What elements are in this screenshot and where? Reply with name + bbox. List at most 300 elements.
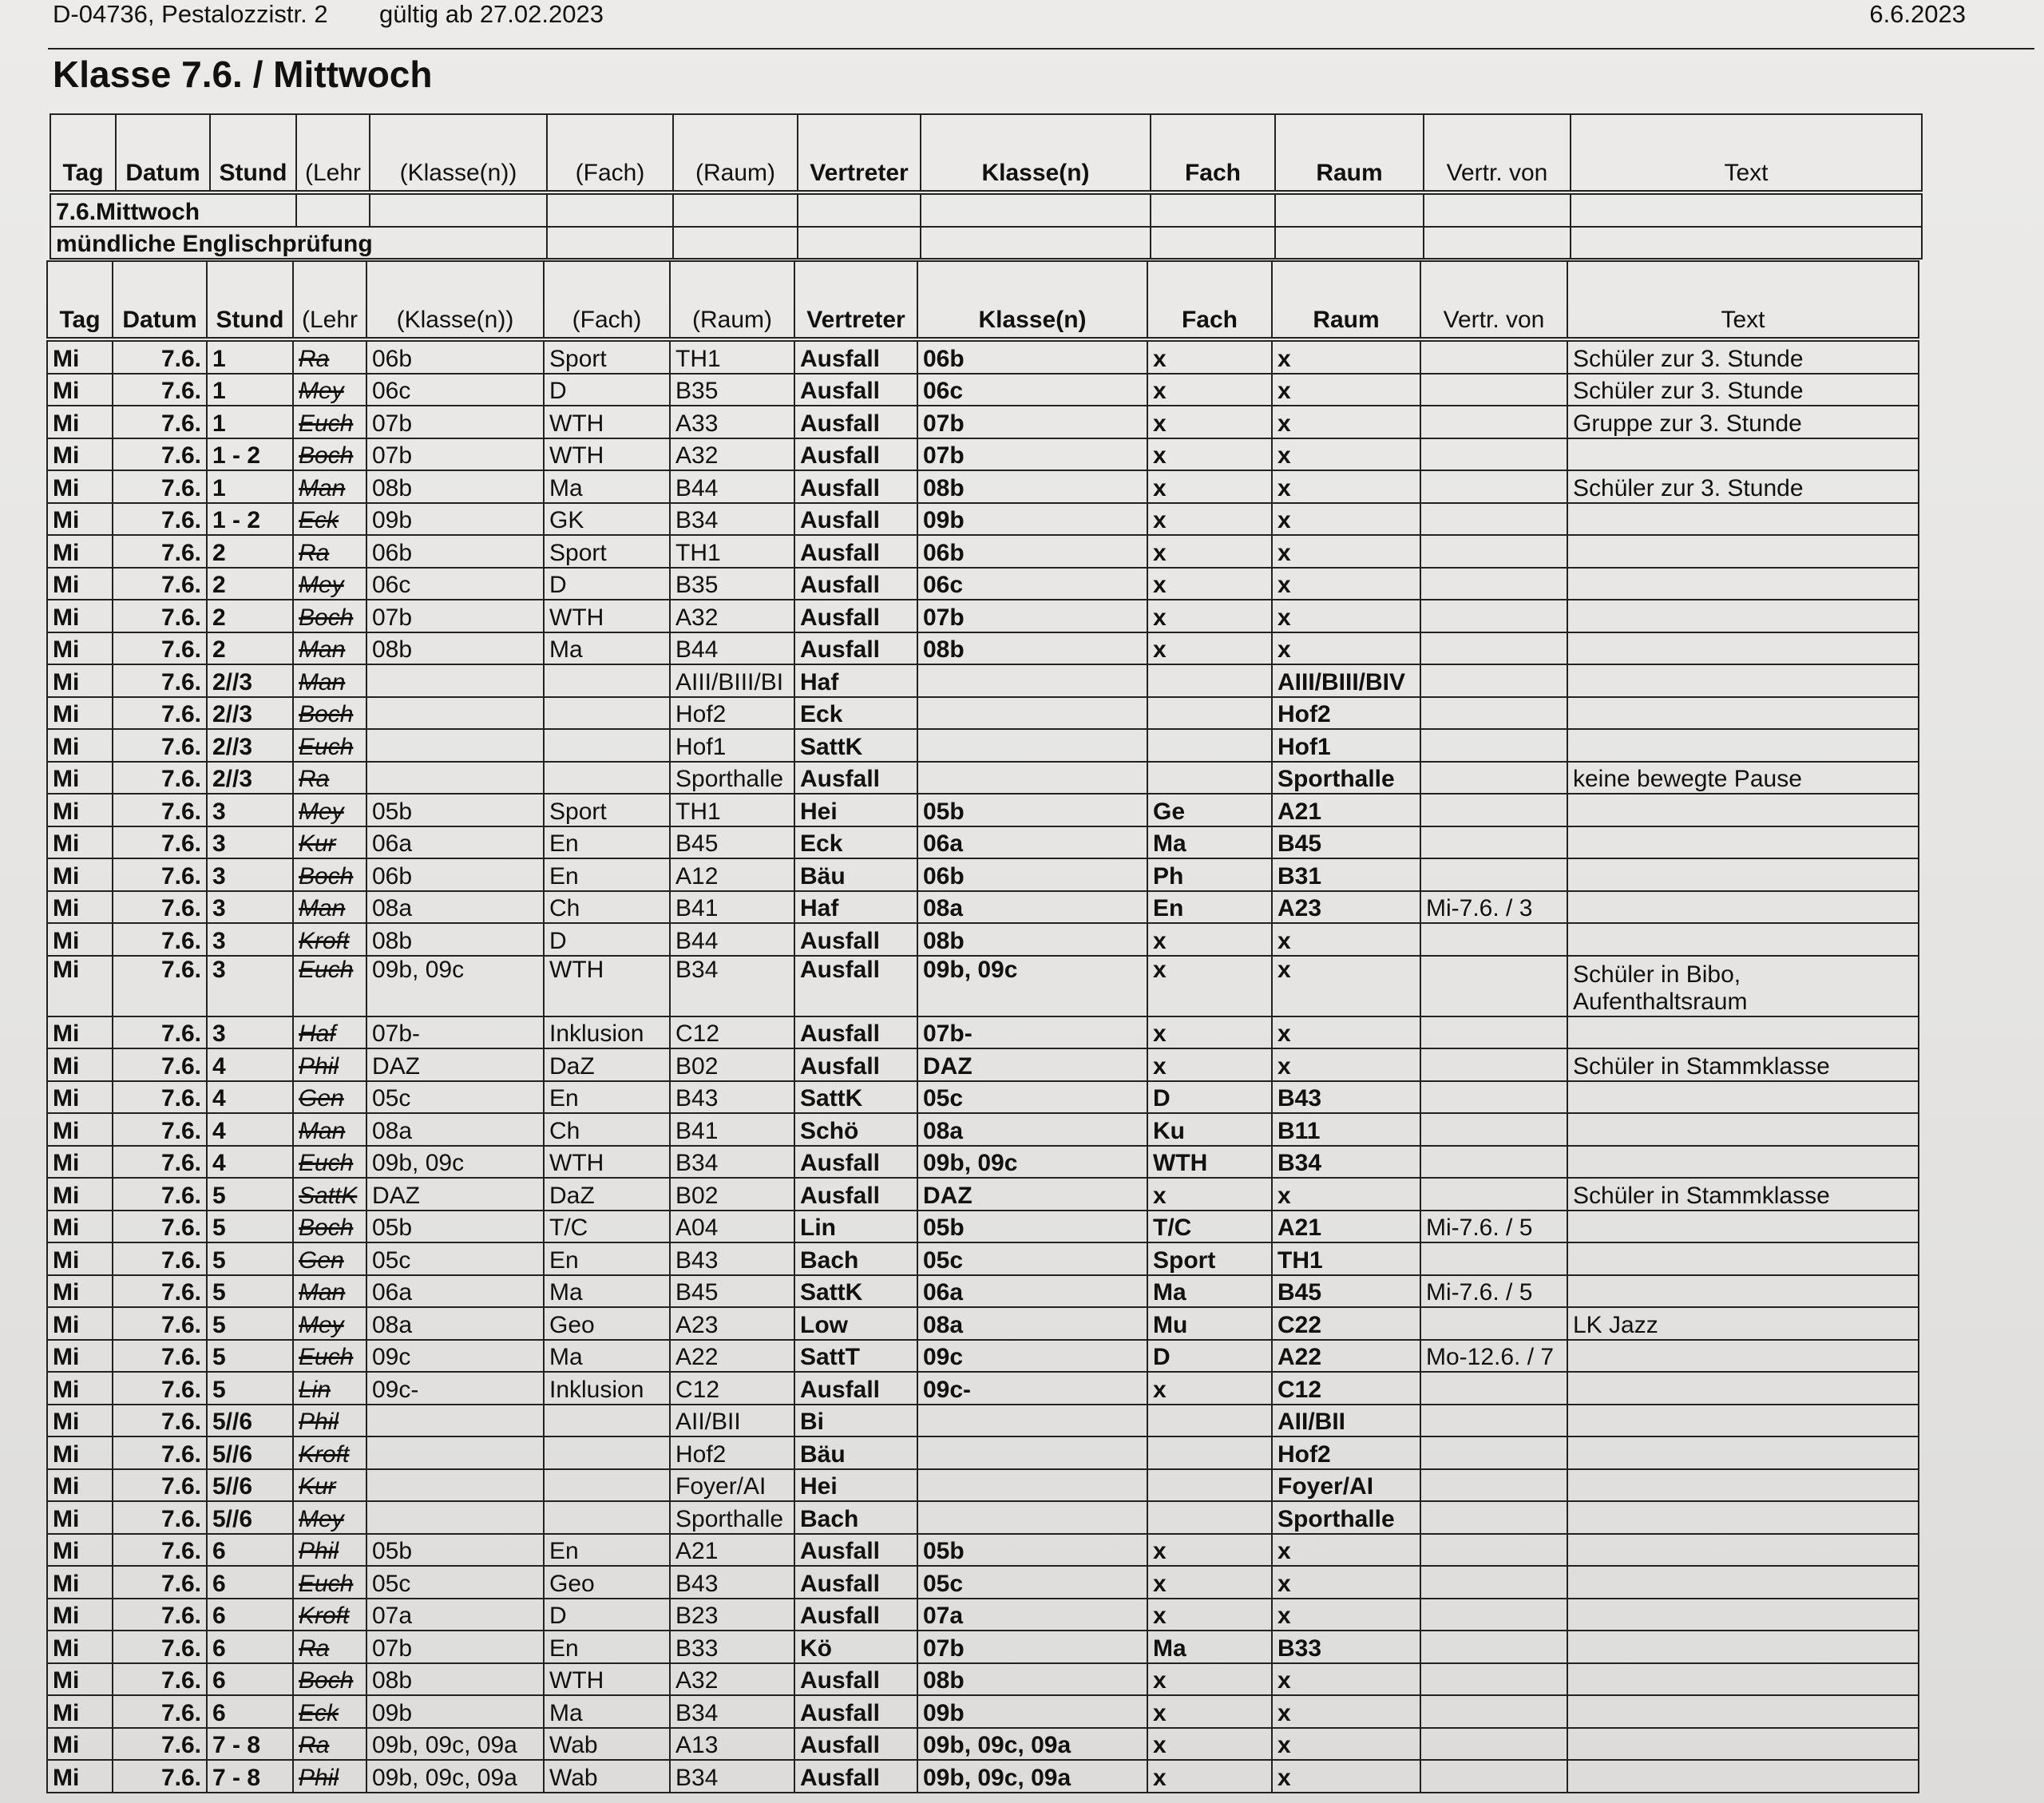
cell-vertreter: Ausfall <box>794 632 917 665</box>
cell-klasse: 07b- <box>366 1016 544 1049</box>
cell-fach: WTH <box>544 956 670 1016</box>
cell-klasse-neu <box>917 1501 1147 1534</box>
cell-klasse-neu: 06c <box>917 568 1147 600</box>
cell-datum: 7.6. <box>113 374 207 406</box>
cell-fach-neu: D <box>1147 1081 1272 1114</box>
cell-fach-neu: x <box>1147 470 1272 503</box>
table-row <box>47 1113 1919 1146</box>
cell-vertr-von <box>1420 1728 1567 1761</box>
cell-datum: 7.6. <box>113 1501 207 1534</box>
cell-vertreter: Ausfall <box>794 438 917 471</box>
cell-tag: Mi <box>47 794 113 826</box>
cell-klasse-neu: 06a <box>917 826 1147 859</box>
cell-stunde: 2//3 <box>207 664 293 697</box>
cell-stunde: 4 <box>207 1113 293 1146</box>
cell-klasse-neu <box>917 697 1147 730</box>
col-header-raum: (Raum) <box>673 114 798 192</box>
cell-stunde: 2 <box>207 568 293 600</box>
cell-datum: 7.6. <box>113 794 207 826</box>
col-header-klasse-neu: Klasse(n) <box>921 114 1151 192</box>
cell-stunde: 4 <box>207 1081 293 1114</box>
cell-vertr-von <box>1420 535 1567 568</box>
cell-vertr-von <box>1420 1631 1567 1663</box>
cell-text <box>1567 1242 1919 1275</box>
cell-stunde: 5 <box>207 1275 293 1308</box>
cell-raum: B45 <box>670 1275 794 1308</box>
cell-vertr-von <box>1420 826 1567 859</box>
cell-klasse-neu: 06c <box>917 374 1147 406</box>
cell-vertr-von <box>1420 1372 1567 1405</box>
cell-vertr-von <box>1420 729 1567 762</box>
cell-raum: B34 <box>670 956 794 1016</box>
cell-tag: Mi <box>47 729 113 762</box>
cell-vertr-von <box>1420 406 1567 438</box>
cell-fach-neu: Sport <box>1147 1242 1272 1275</box>
cell-raum: B35 <box>670 374 794 406</box>
table-row <box>47 1469 1919 1502</box>
cell-fach: Wab <box>544 1760 670 1793</box>
cell-fach: En <box>544 1081 670 1114</box>
table-row <box>47 339 1919 374</box>
cell-raum-neu: Sporthalle <box>1272 762 1420 795</box>
page-title: Klasse 7.6. / Mittwoch <box>53 53 433 95</box>
cell-vertreter: Ausfall <box>794 568 917 600</box>
col-header-stunde: Stund <box>207 261 293 339</box>
info-row-day <box>50 192 1922 227</box>
cell-datum: 7.6. <box>113 923 207 956</box>
cell-klasse: 06a <box>366 826 544 859</box>
cell-fach-neu: x <box>1147 632 1272 665</box>
cell-stunde: 3 <box>207 923 293 956</box>
cell-tag: Mi <box>47 956 113 1016</box>
cell-stunde: 5 <box>207 1178 293 1211</box>
cell-klasse: DAZ <box>366 1048 544 1081</box>
cell-datum: 7.6. <box>113 632 207 665</box>
col-header-vertreter: Vertreter <box>794 261 917 339</box>
cell-klasse: 09b, 09c <box>366 1146 544 1179</box>
cell-text <box>1567 1340 1919 1373</box>
cell-raum: AII/BII <box>670 1405 794 1437</box>
cell-fach: En <box>544 1631 670 1663</box>
cell-raum: Hof2 <box>670 1436 794 1469</box>
cell-vertr-von <box>1420 1307 1567 1340</box>
cell-raum: B43 <box>670 1081 794 1114</box>
cell-klasse: 08b <box>366 1663 544 1696</box>
cell-klasse-neu <box>917 664 1147 697</box>
cell-fach-neu: x <box>1147 956 1272 1016</box>
cell-klasse: 08a <box>366 891 544 924</box>
cell-klasse-neu <box>917 729 1147 762</box>
info-note: mündliche Englischprüfung <box>50 227 547 260</box>
table-row <box>47 1211 1919 1243</box>
cell-klasse-neu: 08a <box>917 1307 1147 1340</box>
cell-lehrer: Kroft <box>293 1599 366 1631</box>
cell-datum: 7.6. <box>113 503 207 536</box>
cell-vertreter: Ausfall <box>794 1178 917 1211</box>
cell-tag: Mi <box>47 1695 113 1728</box>
cell-datum: 7.6. <box>113 600 207 632</box>
cell-lehrer: Ra <box>293 1728 366 1761</box>
table-row <box>47 1275 1919 1308</box>
cell-text: keine bewegte Pause <box>1567 762 1919 795</box>
cell-raum-neu: C12 <box>1272 1372 1420 1405</box>
col-header-datum: Datum <box>116 114 210 192</box>
substitution-table <box>46 260 1919 1793</box>
col-header-raum-neu: Raum <box>1272 261 1420 339</box>
cell-fach-neu: x <box>1147 1566 1272 1599</box>
cell-lehrer: Man <box>293 632 366 665</box>
cell-raum: B44 <box>670 470 794 503</box>
cell-raum: C12 <box>670 1016 794 1049</box>
cell-vertreter: SattK <box>794 1081 917 1114</box>
cell-klasse-neu: 06b <box>917 339 1147 374</box>
cell-vertr-von <box>1420 1146 1567 1179</box>
table-row <box>47 1695 1919 1728</box>
cell-raum-neu: B31 <box>1272 858 1420 891</box>
cell-vertreter: Ausfall <box>794 1728 917 1761</box>
cell-datum: 7.6. <box>113 1631 207 1663</box>
cell-lehrer: Man <box>293 891 366 924</box>
cell-fach-neu: x <box>1147 339 1272 374</box>
table-row <box>47 762 1919 795</box>
cell-klasse <box>366 1469 544 1502</box>
cell-lehrer: Mey <box>293 374 366 406</box>
cell-text <box>1567 600 1919 632</box>
cell-klasse-neu: 09b <box>917 503 1147 536</box>
cell-vertreter: Bi <box>794 1405 917 1437</box>
cell-klasse: 08b <box>366 470 544 503</box>
cell-klasse: 06b <box>366 535 544 568</box>
cell-tag: Mi <box>47 858 113 891</box>
cell-fach-neu: Mu <box>1147 1307 1272 1340</box>
cell-klasse-neu <box>917 1405 1147 1437</box>
cell-text <box>1567 1436 1919 1469</box>
cell-text <box>1567 568 1919 600</box>
cell-text <box>1567 891 1919 924</box>
cell-stunde: 6 <box>207 1599 293 1631</box>
cell-tag: Mi <box>47 1501 113 1534</box>
cell-klasse-neu: 05b <box>917 794 1147 826</box>
cell-klasse <box>366 1405 544 1437</box>
cell-stunde: 1 <box>207 374 293 406</box>
table-row <box>47 1405 1919 1437</box>
cell-klasse: 07b <box>366 600 544 632</box>
cell-vertr-von <box>1420 1242 1567 1275</box>
cell-text <box>1567 1534 1919 1567</box>
cell-vertr-von <box>1420 1760 1567 1793</box>
cell-tag: Mi <box>47 891 113 924</box>
cell-text <box>1567 535 1919 568</box>
cell-fach-neu: x <box>1147 568 1272 600</box>
cell-tag: Mi <box>47 664 113 697</box>
cell-vertr-von <box>1420 438 1567 471</box>
cell-stunde: 2//3 <box>207 762 293 795</box>
cell-fach-neu: Ku <box>1147 1113 1272 1146</box>
cell-vertreter: Hei <box>794 1469 917 1502</box>
cell-klasse-neu: 09b <box>917 1695 1147 1728</box>
cell-stunde: 5 <box>207 1211 293 1243</box>
cell-tag: Mi <box>47 1113 113 1146</box>
cell-klasse-neu: DAZ <box>917 1178 1147 1211</box>
cell-vertr-von <box>1420 374 1567 406</box>
cell-text <box>1567 1631 1919 1663</box>
cell-klasse: 05c <box>366 1081 544 1114</box>
cell-klasse: DAZ <box>366 1178 544 1211</box>
cell-vertreter: Hei <box>794 794 917 826</box>
table-row <box>47 697 1919 730</box>
table-row <box>47 374 1919 406</box>
cell-vertr-von <box>1420 697 1567 730</box>
cell-text <box>1567 826 1919 859</box>
cell-raum: A12 <box>670 858 794 891</box>
cell-lehrer: Boch <box>293 600 366 632</box>
cell-raum: B33 <box>670 1631 794 1663</box>
cell-vertreter: Kö <box>794 1631 917 1663</box>
cell-fach-neu: x <box>1147 1178 1272 1211</box>
cell-lehrer: Mey <box>293 794 366 826</box>
cell-text <box>1567 1469 1919 1502</box>
cell-lehrer: Man <box>293 1275 366 1308</box>
cell-datum: 7.6. <box>113 1242 207 1275</box>
cell-fach-neu: x <box>1147 374 1272 406</box>
cell-raum: Foyer/AI <box>670 1469 794 1502</box>
cell-raum: A22 <box>670 1340 794 1373</box>
cell-stunde: 7 - 8 <box>207 1760 293 1793</box>
cell-vertreter: Eck <box>794 826 917 859</box>
table-row <box>47 1178 1919 1211</box>
cell-raum-neu: x <box>1272 956 1420 1016</box>
col-header-vertreter: Vertreter <box>798 114 921 192</box>
cell-tag: Mi <box>47 632 113 665</box>
cell-vertr-von <box>1420 1663 1567 1696</box>
cell-klasse: 06b <box>366 339 544 374</box>
cell-fach-neu <box>1147 1436 1272 1469</box>
cell-klasse: 07a <box>366 1599 544 1631</box>
cell-lehrer: Gen <box>293 1081 366 1114</box>
cell-text: Gruppe zur 3. Stunde <box>1567 406 1919 438</box>
cell-lehrer: Boch <box>293 858 366 891</box>
cell-stunde: 3 <box>207 794 293 826</box>
cell-fach-neu <box>1147 697 1272 730</box>
cell-lehrer: Phil <box>293 1760 366 1793</box>
col-header-vertr-von: Vertr. von <box>1420 261 1567 339</box>
cell-fach: WTH <box>544 406 670 438</box>
cell-klasse-neu: 09b, 09c, 09a <box>917 1760 1147 1793</box>
cell-lehrer: Boch <box>293 1211 366 1243</box>
table-row <box>47 794 1919 826</box>
cell-raum: B34 <box>670 1760 794 1793</box>
cell-raum-neu: x <box>1272 1178 1420 1211</box>
cell-raum: B02 <box>670 1048 794 1081</box>
cell-vertreter: Ausfall <box>794 1146 917 1179</box>
cell-text <box>1567 794 1919 826</box>
table-row <box>47 923 1919 956</box>
cell-tag: Mi <box>47 1340 113 1373</box>
cell-raum-neu: x <box>1272 632 1420 665</box>
cell-vertr-von <box>1420 1113 1567 1146</box>
cell-raum: A04 <box>670 1211 794 1243</box>
cell-vertr-von <box>1420 923 1567 956</box>
cell-fach-neu <box>1147 664 1272 697</box>
cell-tag: Mi <box>47 1405 113 1437</box>
cell-raum-neu: A21 <box>1272 794 1420 826</box>
col-header-tag: Tag <box>47 261 113 339</box>
cell-fach: Ma <box>544 470 670 503</box>
cell-klasse-neu: 07b <box>917 438 1147 471</box>
info-table-header <box>50 114 1922 192</box>
cell-stunde: 6 <box>207 1663 293 1696</box>
cell-raum: B34 <box>670 503 794 536</box>
cell-stunde: 2 <box>207 632 293 665</box>
cell-raum-neu: x <box>1272 568 1420 600</box>
cell-datum: 7.6. <box>113 891 207 924</box>
cell-klasse <box>366 762 544 795</box>
cell-tag: Mi <box>47 535 113 568</box>
cell-raum-neu: x <box>1272 374 1420 406</box>
cell-fach-neu <box>1147 1501 1272 1534</box>
cell-datum: 7.6. <box>113 1340 207 1373</box>
table-row <box>47 858 1919 891</box>
cell-lehrer: Boch <box>293 1663 366 1696</box>
cell-vertr-von <box>1420 794 1567 826</box>
cell-stunde: 5 <box>207 1372 293 1405</box>
cell-klasse-neu: 06b <box>917 535 1147 568</box>
cell-tag: Mi <box>47 1048 113 1081</box>
cell-vertreter: Bach <box>794 1501 917 1534</box>
cell-klasse-neu: 08a <box>917 1113 1147 1146</box>
cell-vertreter: Ausfall <box>794 1695 917 1728</box>
cell-stunde: 4 <box>207 1146 293 1179</box>
school-address: D-04736, Pestalozzistr. 2 <box>53 0 328 28</box>
table-row <box>47 826 1919 859</box>
cell-lehrer: Ra <box>293 762 366 795</box>
cell-raum-neu: x <box>1272 339 1420 374</box>
col-header-datum: Datum <box>113 261 207 339</box>
table-row <box>47 1146 1919 1179</box>
cell-raum-neu: x <box>1272 535 1420 568</box>
cell-datum: 7.6. <box>113 1728 207 1761</box>
cell-text <box>1567 697 1919 730</box>
cell-raum: B23 <box>670 1599 794 1631</box>
cell-lehrer: Euch <box>293 1146 366 1179</box>
cell-raum-neu: Hof2 <box>1272 1436 1420 1469</box>
cell-fach: En <box>544 826 670 859</box>
cell-vertr-von: Mi-7.6. / 5 <box>1420 1275 1567 1308</box>
cell-vertr-von <box>1420 1048 1567 1081</box>
cell-raum: TH1 <box>670 794 794 826</box>
cell-klasse-neu: 07a <box>917 1599 1147 1631</box>
table-row <box>47 729 1919 762</box>
cell-tag: Mi <box>47 406 113 438</box>
cell-raum-neu: x <box>1272 470 1420 503</box>
cell-fach <box>544 762 670 795</box>
cell-fach: D <box>544 923 670 956</box>
cell-fach: En <box>544 1242 670 1275</box>
cell-klasse-neu: 08b <box>917 1663 1147 1696</box>
cell-vertr-von <box>1420 858 1567 891</box>
table-row <box>47 1436 1919 1469</box>
cell-vertreter: Ausfall <box>794 1048 917 1081</box>
cell-fach-neu: x <box>1147 503 1272 536</box>
cell-vertreter: Ausfall <box>794 956 917 1016</box>
cell-stunde: 1 - 2 <box>207 503 293 536</box>
cell-datum: 7.6. <box>113 535 207 568</box>
cell-fach: Sport <box>544 535 670 568</box>
cell-text <box>1567 503 1919 536</box>
cell-fach-neu: Ge <box>1147 794 1272 826</box>
cell-fach-neu: x <box>1147 438 1272 471</box>
cell-klasse: 08a <box>366 1113 544 1146</box>
cell-tag: Mi <box>47 1178 113 1211</box>
cell-vertreter: Ausfall <box>794 503 917 536</box>
cell-fach-neu: x <box>1147 535 1272 568</box>
cell-klasse-neu: 09b, 09c <box>917 956 1147 1016</box>
cell-datum: 7.6. <box>113 1695 207 1728</box>
cell-text <box>1567 1275 1919 1308</box>
cell-raum-neu: Hof1 <box>1272 729 1420 762</box>
cell-fach: Inklusion <box>544 1372 670 1405</box>
cell-raum: A23 <box>670 1307 794 1340</box>
cell-fach-neu: x <box>1147 1760 1272 1793</box>
cell-raum-neu: A21 <box>1272 1211 1420 1243</box>
cell-fach-neu: Ph <box>1147 858 1272 891</box>
cell-text <box>1567 1211 1919 1243</box>
cell-vertreter: Low <box>794 1307 917 1340</box>
cell-fach-neu: T/C <box>1147 1211 1272 1243</box>
cell-klasse-neu: 08a <box>917 891 1147 924</box>
cell-raum: B35 <box>670 568 794 600</box>
cell-datum: 7.6. <box>113 1534 207 1567</box>
cell-vertr-von <box>1420 1436 1567 1469</box>
cell-raum: B45 <box>670 826 794 859</box>
table-header <box>47 261 1919 339</box>
cell-text <box>1567 1566 1919 1599</box>
cell-datum: 7.6. <box>113 1211 207 1243</box>
col-header-fach: (Fach) <box>547 114 673 192</box>
cell-lehrer: Lin <box>293 1372 366 1405</box>
cell-klasse <box>366 697 544 730</box>
cell-stunde: 2 <box>207 535 293 568</box>
cell-vertr-von: Mi-7.6. / 3 <box>1420 891 1567 924</box>
cell-raum: B43 <box>670 1566 794 1599</box>
cell-raum-neu: x <box>1272 1760 1420 1793</box>
cell-fach: DaZ <box>544 1048 670 1081</box>
cell-stunde: 5//6 <box>207 1469 293 1502</box>
cell-vertreter: Bäu <box>794 858 917 891</box>
cell-fach-neu: x <box>1147 600 1272 632</box>
cell-klasse: 06a <box>366 1275 544 1308</box>
table-row <box>47 1048 1919 1081</box>
cell-lehrer: Phil <box>293 1534 366 1567</box>
cell-raum: A32 <box>670 600 794 632</box>
cell-fach <box>544 729 670 762</box>
cell-fach-neu: D <box>1147 1340 1272 1373</box>
cell-vertreter: Eck <box>794 697 917 730</box>
cell-tag: Mi <box>47 568 113 600</box>
cell-klasse: 08b <box>366 923 544 956</box>
cell-vertreter: Ausfall <box>794 1599 917 1631</box>
cell-klasse: 08a <box>366 1307 544 1340</box>
cell-lehrer: Euch <box>293 406 366 438</box>
cell-tag: Mi <box>47 600 113 632</box>
cell-vertreter: SattK <box>794 729 917 762</box>
col-header-klasse: (Klasse(n)) <box>370 114 547 192</box>
table-row <box>47 470 1919 503</box>
cell-text <box>1567 1663 1919 1696</box>
cell-stunde: 5//6 <box>207 1501 293 1534</box>
cell-raum: B44 <box>670 632 794 665</box>
col-header-klasse-neu: Klasse(n) <box>917 261 1147 339</box>
